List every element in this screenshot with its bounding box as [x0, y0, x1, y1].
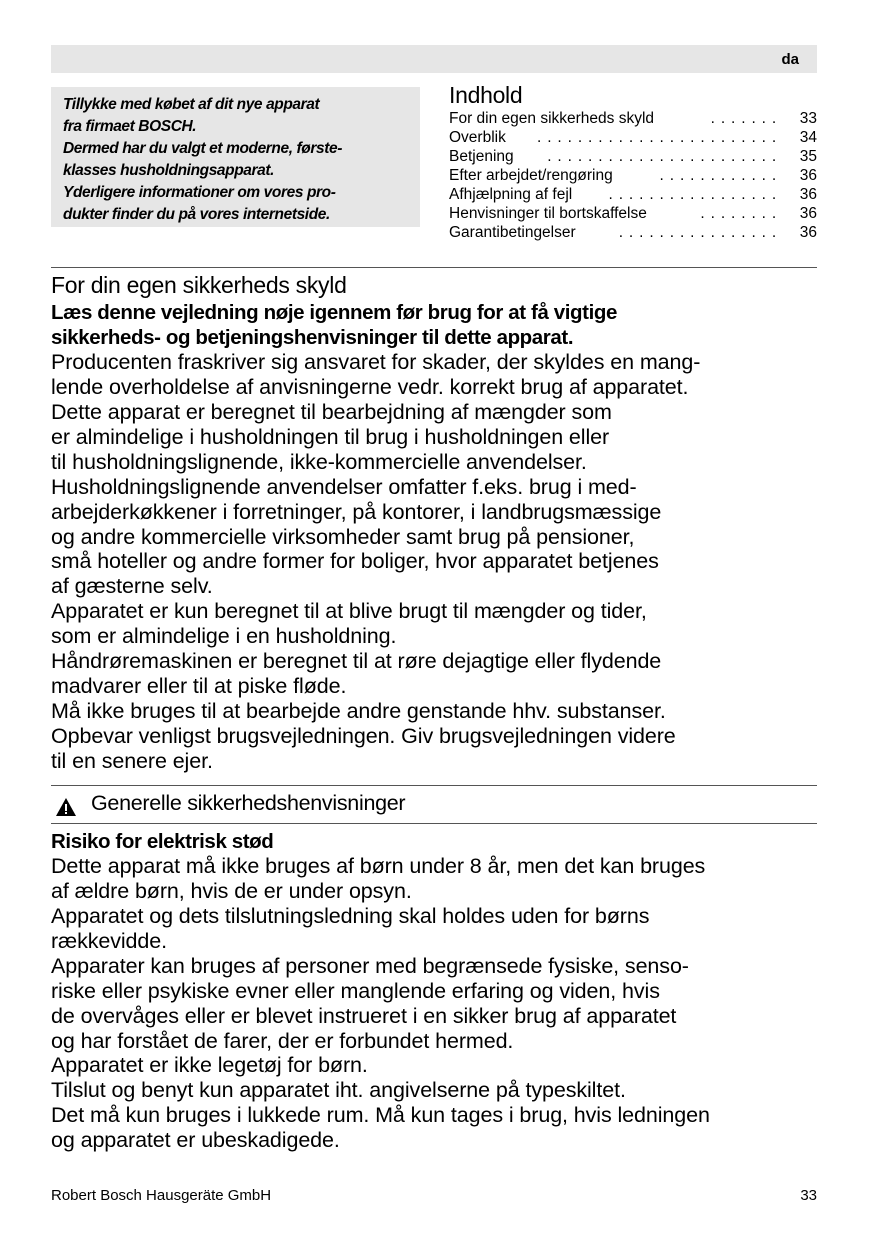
intro-line: fra firmaet BOSCH.	[63, 118, 197, 135]
lead-line: Læs denne vejledning nøje igennem før brug for at få vigtige	[51, 301, 618, 324]
body-line: af gæsterne selv.	[51, 574, 213, 598]
body-line: af ældre børn, hvis de er under opsyn.	[51, 879, 412, 903]
body-line: Producenten fraskriver sig ansvaret for skader, der skyldes en mang-	[51, 350, 701, 374]
language-code: da	[781, 51, 799, 68]
toc-entry[interactable]	[449, 147, 817, 167]
body-line: til en senere ejer.	[51, 749, 213, 773]
body-line: rækkevidde.	[51, 929, 168, 953]
toc-leader-dots: . . . . . . . . . . . . . . . . . . . . . . .	[547, 148, 777, 165]
toc-entry[interactable]	[449, 223, 817, 243]
body-line: Apparatet er ikke legetøj for børn.	[51, 1053, 368, 1077]
section-heading-safety: For din egen sikkerheds skyld	[51, 272, 347, 298]
toc-entry-page: 36	[799, 224, 817, 241]
subheading-electric-shock: Risiko for elektrisk stød	[51, 830, 274, 853]
body-line: Dette apparat er beregnet til bearbejdning af mængder som	[51, 400, 612, 424]
section-divider	[51, 785, 817, 786]
toc-leader-dots: . . . . . . .	[710, 110, 777, 127]
toc-entry-page: 35	[799, 148, 817, 165]
lead-line: sikkerheds- og betjeningshenvisninger til dette apparat.	[51, 326, 574, 349]
toc-entry-label: Efter arbejdet/rengøring	[449, 167, 613, 184]
toc-entry-label: Overblik	[449, 129, 506, 146]
toc-leader-dots: . . . . . . . . . . . .	[659, 167, 777, 184]
body-line: madvarer eller til at piske fløde.	[51, 674, 347, 698]
toc-leader-dots: . . . . . . . .	[700, 205, 777, 222]
intro-box	[51, 87, 420, 227]
body-line: riske eller psykiske evner eller manglende erfaring og viden, hvis	[51, 979, 660, 1003]
body-line: Det må kun bruges i lukkede rum. Må kun tages i brug, hvis ledningen	[51, 1103, 710, 1127]
body-line: og har forstået de farer, der er forbundet hermed.	[51, 1029, 514, 1053]
toc-entry[interactable]	[449, 109, 817, 129]
body-line: Husholdningslignende anvendelser omfatter f.eks. brug i med-	[51, 475, 637, 499]
language-bar	[51, 45, 817, 73]
toc-entry-page: 36	[799, 205, 817, 222]
body-line: som er almindelige i en husholdning.	[51, 624, 397, 648]
toc-entry-label: Betjening	[449, 148, 514, 165]
section-divider	[51, 267, 817, 268]
toc-entry-page: 33	[799, 110, 817, 127]
toc-entry-label: Henvisninger til bortskaffelse	[449, 205, 647, 222]
toc-entry-label: Garantibetingelser	[449, 224, 576, 241]
toc-entry[interactable]	[449, 128, 817, 148]
toc-entry-label: Afhjælpning af fejl	[449, 186, 573, 203]
toc-leader-dots: . . . . . . . . . . . . . . . . . . . . . . . .	[536, 129, 777, 146]
intro-line: klasses husholdningsapparat.	[63, 162, 275, 179]
body-line: Apparatet og dets tilslutningsledning skal holdes uden for børns	[51, 904, 650, 928]
intro-line: Dermed har du valgt et moderne, første-	[63, 140, 342, 157]
body-line: og apparatet er ubeskadigede.	[51, 1128, 340, 1152]
body-line: Må ikke bruges til at bearbejde andre genstande hhv. substanser.	[51, 699, 666, 723]
body-line: Apparater kan bruges af personer med begrænsede fysiske, senso-	[51, 954, 689, 978]
body-line: små hoteller og andre former for boliger, hvor apparatet betjenes	[51, 549, 659, 573]
intro-line: dukter finder du på vores internetside.	[63, 206, 330, 223]
toc-entry[interactable]	[449, 204, 817, 224]
body-line: arbejderkøkkener i forretninger, på kontorer, i landbrugsmæssige	[51, 500, 662, 524]
toc-entry-page: 36	[799, 167, 817, 184]
toc-entry-label: For din egen sikkerheds skyld	[449, 110, 655, 127]
section-divider	[51, 823, 817, 824]
body-line: er almindelige i husholdningen til brug i husholdningen eller	[51, 425, 610, 449]
toc-entry[interactable]	[449, 185, 817, 205]
toc-entry-page: 36	[799, 186, 817, 203]
warning-triangle-icon	[55, 797, 77, 817]
toc-title: Indhold	[449, 82, 523, 108]
toc-leader-dots: . . . . . . . . . . . . . . . . .	[608, 186, 777, 203]
body-line: lende overholdelse af anvisningerne vedr. korrekt brug af apparatet.	[51, 375, 689, 399]
body-line: Opbevar venligst brugsvejledningen. Giv brugsvejledningen videre	[51, 724, 676, 748]
body-line: og andre kommercielle virksomheder samt brug på pensioner,	[51, 525, 635, 549]
general-heading-text: Generelle sikkerhedshenvisninger	[91, 791, 406, 815]
toc-entry[interactable]	[449, 166, 817, 186]
body-line: Håndrøremaskinen er beregnet til at røre dejagtige eller flydende	[51, 649, 662, 673]
body-line: Tilslut og benyt kun apparatet iht. angivelserne på typeskiltet.	[51, 1078, 626, 1102]
body-line: til husholdningslignende, ikke-kommercielle anvendelser.	[51, 450, 587, 474]
body-line: de overvåges eller er blevet instrueret i en sikker brug af apparatet	[51, 1004, 677, 1028]
footer-company: Robert Bosch Hausgeräte GmbH	[51, 1187, 272, 1204]
body-line: Dette apparat må ikke bruges af børn under 8 år, men det kan bruges	[51, 854, 706, 878]
toc-entry-page: 34	[799, 129, 817, 146]
body-line: Apparatet er kun beregnet til at blive brugt til mængder og tider,	[51, 599, 647, 623]
intro-line: Yderligere informationer om vores pro-	[63, 184, 336, 201]
footer-page-number: 33	[800, 1187, 817, 1204]
intro-line: Tillykke med købet af dit nye apparat	[63, 96, 320, 113]
toc-leader-dots: . . . . . . . . . . . . . . . .	[618, 224, 777, 241]
